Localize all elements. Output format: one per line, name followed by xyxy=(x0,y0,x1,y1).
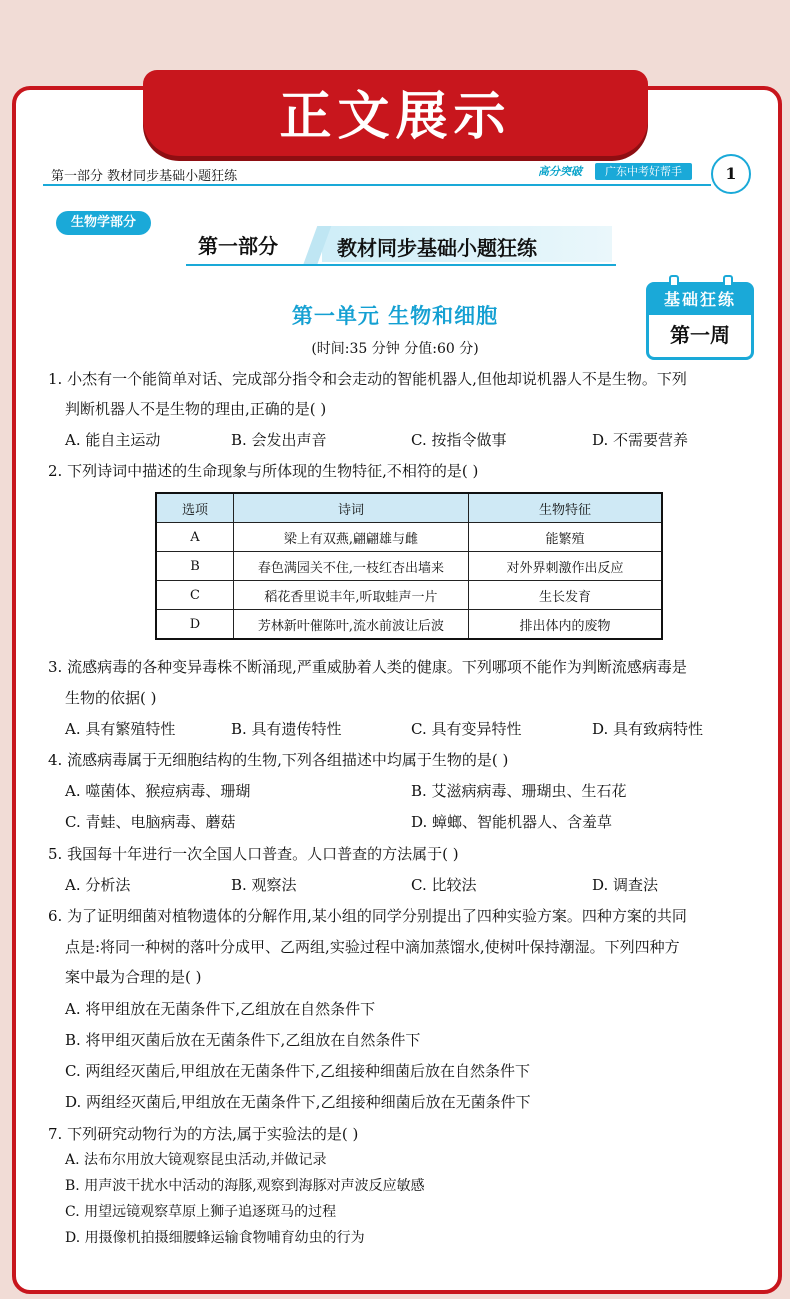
table-row xyxy=(156,610,662,640)
question-1-option-b: B. 会发出声音 xyxy=(231,431,327,449)
brand-logo: 高分突破 xyxy=(538,165,582,178)
question-6-option-b: B. 将甲组灭菌后放在无菌条件下,乙组放在自然条件下 xyxy=(65,1031,421,1049)
table-header-cell: 诗词 xyxy=(234,493,469,523)
question-1-option-d: D. 不需要营养 xyxy=(592,431,689,449)
part-title: 教材同步基础小题狂练 xyxy=(337,236,537,260)
table-row xyxy=(156,552,662,581)
page-number: 1 xyxy=(711,154,751,194)
question-6-line-2: 点是:将同一种树的落叶分成甲、乙两组,实验过程中滴加蒸馏水,使树叶保持潮湿。下列四种方 xyxy=(65,938,680,956)
table-cell: A xyxy=(156,523,234,552)
part-number: 第一部分 xyxy=(198,234,278,258)
question-5-option-d: D. 调查法 xyxy=(592,876,659,894)
table-cell: 能繁殖 xyxy=(469,523,663,552)
table-cell: D xyxy=(156,610,234,640)
table-header-row xyxy=(156,493,662,523)
question-6-option-d: D. 两组经灭菌后,甲组放在无菌条件下,乙组接种细菌后放在无菌条件下 xyxy=(65,1093,531,1111)
question-1-option-c: C. 按指令做事 xyxy=(411,431,507,449)
table-cell: 芳林新叶催陈叶,流水前波让后波 xyxy=(234,610,469,640)
table-cell: 排出体内的废物 xyxy=(469,610,663,640)
table-header-cell: 生物特征 xyxy=(469,493,663,523)
table-cell: C xyxy=(156,581,234,610)
banner-title: 正文展示 xyxy=(279,87,512,147)
subject-badge: 生物学部分 xyxy=(56,211,151,235)
question-6-option-a: A. 将甲组放在无菌条件下,乙组放在自然条件下 xyxy=(65,1000,376,1018)
question-6-line-1: 6. 为了证明细菌对植物遗体的分解作用,某小组的同学分别提出了四种实验方案。四种方案的共同 xyxy=(48,907,687,925)
header-divider xyxy=(43,184,711,186)
header-tag: 广东中考好帮手 xyxy=(595,163,692,180)
question-3-line-2: 生物的依据( ) xyxy=(65,689,157,707)
question-3-option-a: A. 具有繁殖特性 xyxy=(65,720,176,738)
question-4-option-a: A. 噬菌体、猴痘病毒、珊瑚 xyxy=(65,782,251,800)
question-4-option-c: C. 青蛙、电脑病毒、蘑菇 xyxy=(65,813,236,831)
table-cell: 生长发育 xyxy=(469,581,663,610)
question-2-table xyxy=(155,492,663,640)
question-4-option-d: D. 蟑螂、智能机器人、含羞草 xyxy=(411,813,613,831)
table-row xyxy=(156,581,662,610)
question-6-line-3: 案中最为合理的是( ) xyxy=(65,968,202,986)
question-3-option-c: C. 具有变异特性 xyxy=(411,720,522,738)
unit-title: 第一单元 生物和细胞 xyxy=(291,303,499,328)
part-underline xyxy=(186,264,616,266)
question-3-option-b: B. 具有遗传特性 xyxy=(231,720,342,738)
question-4-line-1: 4. 流感病毒属于无细胞结构的生物,下列各组描述中均属于生物的是( ) xyxy=(48,751,509,769)
table-cell: 梁上有双燕,翩翩雄与雌 xyxy=(234,523,469,552)
question-1-line-2: 判断机器人不是生物的理由,正确的是( ) xyxy=(65,400,327,418)
question-5-option-c: C. 比较法 xyxy=(411,876,477,894)
week-badge-bottom: 第一周 xyxy=(670,323,730,347)
question-1-option-a: A. 能自主运动 xyxy=(65,431,161,449)
question-6-option-c: C. 两组经灭菌后,甲组放在无菌条件下,乙组接种细菌后放在自然条件下 xyxy=(65,1062,531,1080)
question-3-option-d: D. 具有致病特性 xyxy=(592,720,704,738)
table-cell: 稻花香里说丰年,听取蛙声一片 xyxy=(234,581,469,610)
question-7-option-d: D. 用摄像机拍摄细腰蜂运输食物哺育幼虫的行为 xyxy=(65,1230,365,1246)
question-3-line-1: 3. 流感病毒的各种变异毒株不断涌现,严重威胁着人类的健康。下列哪项不能作为判断流感病毒是 xyxy=(48,658,687,676)
week-badge-top: 基础狂练 xyxy=(649,285,751,315)
question-5-line-1: 5. 我国每十年进行一次全国人口普查。人口普查的方法属于( ) xyxy=(48,845,459,863)
header-section-label: 第一部分 教材同步基础小题狂练 xyxy=(51,169,238,184)
table-row xyxy=(156,523,662,552)
table-header-cell: 选项 xyxy=(156,493,234,523)
page-header xyxy=(43,160,759,187)
table-cell: 对外界刺激作出反应 xyxy=(469,552,663,581)
question-5-option-a: A. 分析法 xyxy=(65,876,131,894)
question-1-line-1: 1. 小杰有一个能简单对话、完成部分指令和会走动的智能机器人,但他却说机器人不是生物。下列 xyxy=(48,370,687,388)
question-2-line-1: 2. 下列诗词中描述的生命现象与所体现的生物特征,不相符的是( ) xyxy=(48,462,479,480)
question-7-option-c: C. 用望远镜观察草原上狮子追逐斑马的过程 xyxy=(65,1204,337,1220)
time-info: (时间:35 分钟 分值:60 分) xyxy=(311,341,479,357)
question-7-line-1: 7. 下列研究动物行为的方法,属于实验法的是( ) xyxy=(48,1125,359,1143)
table-cell: 春色满园关不住,一枝红杏出墙来 xyxy=(234,552,469,581)
question-4-option-b: B. 艾滋病病毒、珊瑚虫、生石花 xyxy=(411,782,627,800)
question-7-option-b: B. 用声波干扰水中活动的海豚,观察到海豚对声波反应敏感 xyxy=(65,1178,425,1194)
table-cell: B xyxy=(156,552,234,581)
question-5-option-b: B. 观察法 xyxy=(231,876,297,894)
question-7-option-a: A. 法布尔用放大镜观察昆虫活动,并做记录 xyxy=(65,1152,327,1168)
